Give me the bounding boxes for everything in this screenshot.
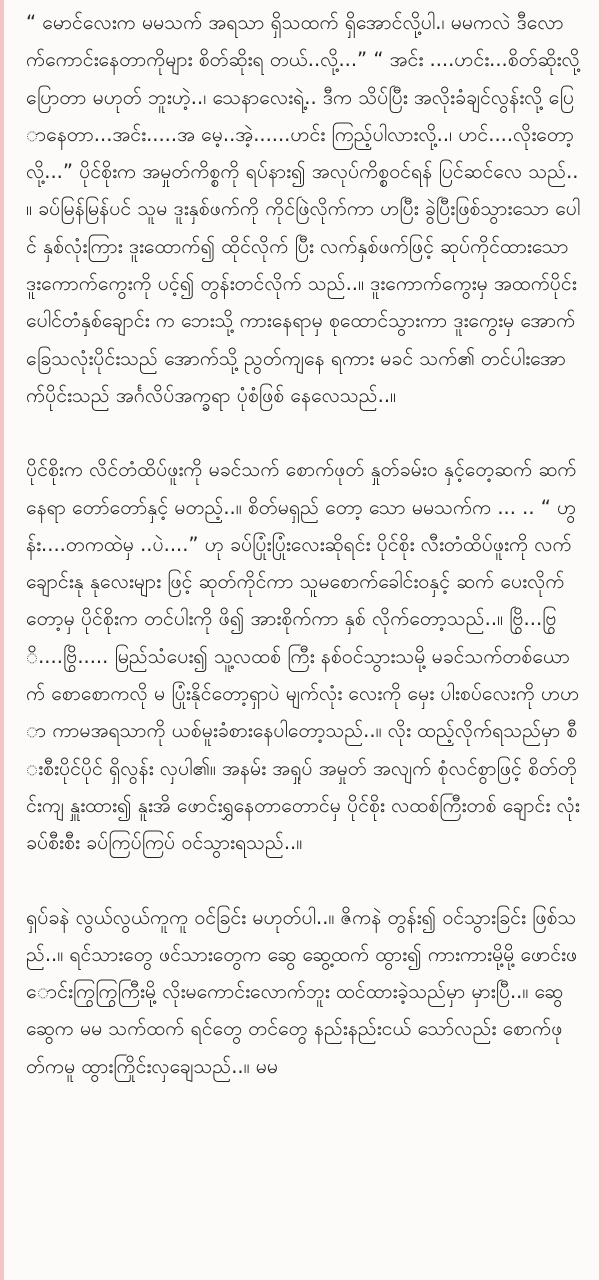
story-text xyxy=(26,4,581,1085)
paragraph-2: ပိုင်စိုးက လိင်တံထိပ်ဖူးကို မခင်သက် စောက်ဖုတ် နှုတ်ခမ်းဝ နှင့်တေ့ဆက် ဆက်နေရာ တော်တော်နှင့် မတည့်..။ စိတ်မရှည် တော့ သော မမသက်က ... .. “ ဟွန်း....တကထဲမှ ..ပဲ....” ဟု ခပ်ပြုံးပြုံးလေးဆိုရင်း ပိုင်စိုး လီးတံထိပ်ဖူးကို လက်ချောင်းနု နုလေးများ ဖြင့် ဆုတ်ကိုင်ကာ သူမစောက်ခေါင်းဝနှင့် ဆက် ပေးလိုက်တော့မှ ပိုင်စိုးက တင်ပါးကို ဖိ၍ အားစိုက်ကာ နှစ် လိုက်တော့သည်..။ ဗြွိ...ဗြွိ....ဗြွိ..... မြည်သံပေး၍ သူ့လထစ် ကြီး နစ်ဝင်သွားသမို့ မခင်သက်တစ်ယောက် စောစောကလို မ ပြုံးနိုင်တော့ရှာပဲ မျက်လုံး လေးကို မှေး ပါးစပ်လေးကို ဟဟာ ကာမအရသာကို ယစ်မူးခံစားနေပါတော့သည်..။ လိုး ထည့်လိုက်ရသည်မှာ စီးစီးပိုင်ပိုင် ရှိလွန်း လှပါ၏။ အနမ်း အရှုပ် အမှုတ် အလျက် စုံလင်စွာဖြင့် စိတ်တိုင်းကျ နှူးထား၍ နူးအိ ဖောင်းရွှနေတာတောင်မှ ပိုင်စိုး လထစ်ကြီးတစ် ချောင်း လုံး ခပ်စီးစီး ခပ်ကြပ်ကြပ် ဝင်သွားရသည်..။ xyxy=(26,458,580,855)
paragraph-gap xyxy=(26,862,581,899)
paragraph-1: “ မောင်လေးက မမသက် အရသာ ရှိသထက် ရှိအောင်လို့ပါ.၊ မမကလဲ ဒီလောက်ကောင်းနေတာကိုများ စိတ်ဆိုးရ တယ်..လို့...” “ အင်း ....ဟင်း...စိတ်ဆိုးလို့ ပြောတာ မဟုတ် ဘူးဟဲ့..၊ သေနာလေးရဲ့.. ဒီက သိပ်ပြီး အလိုးခံချင်လွန်းလို့ ပြောနေတာ...အင်း.....အ မေ့..အဲ့......ဟင်း ကြည့်ပါလားလို့..၊ ဟင်....လိုးတော့လို့...” ပိုင်စိုးက အမှုတ်ကိစ္စကို ရပ်နား၍ အလုပ်ကိစ္စဝင်ရန် ပြင်ဆင်လေ သည်..။ ခပ်မြန်မြန်ပင် သူမ ဒူးနှစ်ဖက်ကို ကိုင်ဖြဲလိုက်ကာ ဟပြီး ခွဲပြီးဖြစ်သွားသော ပေါင် နှစ်လုံးကြား ဒူးထောက်၍ ထိုင်လိုက် ပြီး လက်နှစ်ဖက်ဖြင့် ဆုပ်ကိုင်ထားသော ဒူးကောက်ကွေးကို ပင့်၍ တွန်းတင်လိုက် သည်..။ ဒူးကောက်ကွေးမှ အထက်ပိုင်း ပေါင်တံနှစ်ချောင်း က ဘေးသို့ ကားနေရာမှ စုထောင်သွားကာ ဒူးကွေးမှ အောက် ခြေသလုံးပိုင်းသည် အောက်သို့ ညွတ်ကျနေ ရကား မခင် သက်၏ တင်ပါးအောက်ပိုင်းသည် အင်္ဂလိပ်အက္ခရာ ပုံစံဖြစ် နေလေသည်..။ xyxy=(26,11,581,407)
paragraph-3: ရှပ်ခနဲ လွယ်လွယ်ကူကူ ဝင်ခြင်း မဟုတ်ပါ..။ ဇိကနဲ တွန်း၍ ဝင်သွားခြင်း ဖြစ်သည်..။ ရင်သားတွေ ဖင်သားတွေက ဆွေ ဆွေ့ထက် ထွား၍ ကားကားမို့မို့ ဖောင်းဖောင်းကြွကြွကြီးမို့ လိုးမကောင်းလောက်ဘူး ထင်ထားခဲ့သည်မှာ မှားပြီ..။ ဆွေ ဆွေက မမ သက်ထက် ရင်တွေ တင်တွေ နည်းနည်းငယ် သော်လည်း စောက်ဖုတ်ကမူ ထွားကြိုင်းလှချေသည်..။ မမ xyxy=(26,905,578,1078)
paragraph-gap xyxy=(26,414,581,451)
